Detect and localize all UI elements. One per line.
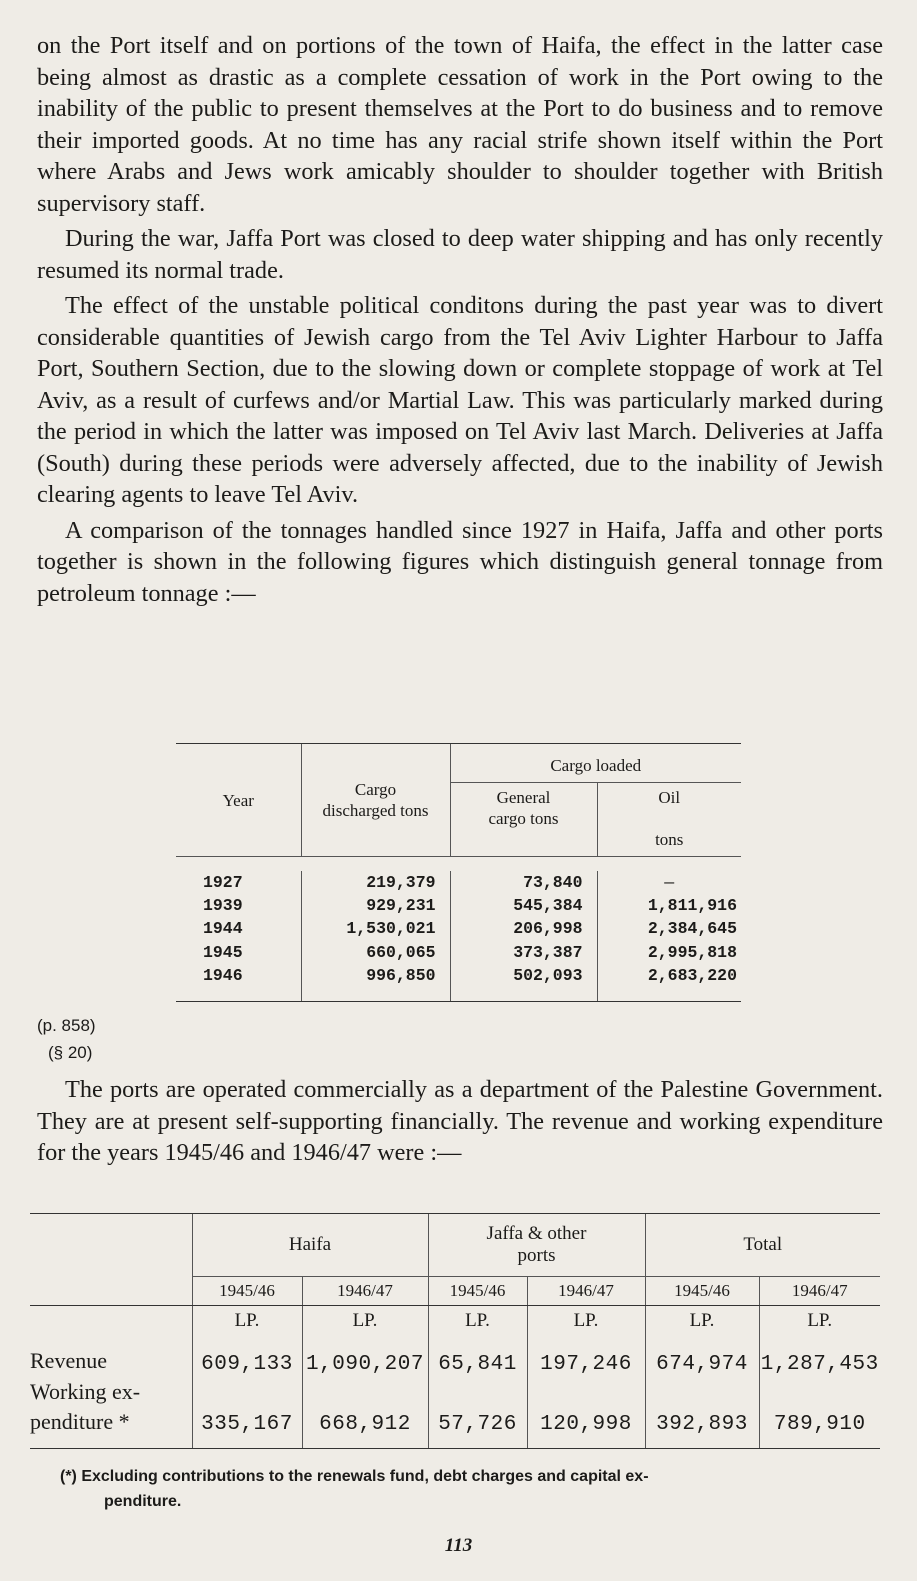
cell-discharged: 660,065 xyxy=(301,941,450,964)
cell-discharged: 1,530,021 xyxy=(301,917,450,940)
cell-discharged: 996,850 xyxy=(301,964,450,987)
text-block-top xyxy=(37,30,883,609)
cell-year: 1939 xyxy=(203,896,243,916)
header-cargo-discharged: Cargo discharged tons xyxy=(301,744,450,857)
cell-general: 545,384 xyxy=(450,894,597,917)
finance-table xyxy=(30,1213,880,1449)
cell-year: 1946 xyxy=(203,965,243,985)
unit-label: LP. xyxy=(645,1305,759,1336)
expenditure-jaffa-1945: 57,726 xyxy=(428,1376,527,1438)
revenue-label: Revenue xyxy=(30,1347,107,1373)
table-row xyxy=(176,941,741,964)
year-total-1946: 1946/47 xyxy=(759,1276,880,1305)
cell-oil: 2,995,818 xyxy=(597,941,741,964)
paragraph-ports-operation: The ports are operated commercially as a department of the Palestine Government. They are at present self-supporting financially. The revenue and working expenditure for the years 1945/46 and 1946/47 were :— xyxy=(37,1076,883,1166)
group-haifa: Haifa xyxy=(192,1214,428,1277)
expenditure-haifa-1946: 668,912 xyxy=(302,1376,428,1438)
cell-oil: 2,384,645 xyxy=(597,917,741,940)
paragraph-political-conditions: The effect of the unstable political conditons during the past year was to divert considerable quantities of Jewish cargo from the Tel Aviv Lighter Harbour to Jaffa Port, Southern Section, due to the slowing down or complete stoppage of work at Tel Aviv, as a result of curfews and/or Martial Law. This was particularly marked during the period in which the latter was imposed on Tel Aviv last March. Deliveries at Jaffa (South) during these periods were adversely affected, due to the inability of Jewish clearing agents to leave Tel Aviv. xyxy=(37,292,883,508)
revenue-jaffa-1946: 197,246 xyxy=(527,1336,645,1376)
cell-year: 1944 xyxy=(203,919,243,939)
cell-oil: 1,811,916 xyxy=(597,894,741,917)
page-number: 113 xyxy=(444,1535,473,1556)
cell-discharged: 219,379 xyxy=(301,871,450,894)
header-general-cargo: General cargo tons xyxy=(450,783,597,857)
year-jaffa-1946: 1946/47 xyxy=(527,1276,645,1305)
expenditure-label xyxy=(30,1376,192,1438)
expenditure-haifa-1945: 335,167 xyxy=(192,1376,302,1438)
revenue-jaffa-1945: 65,841 xyxy=(428,1336,527,1376)
revenue-total-1945: 674,974 xyxy=(645,1336,759,1376)
footnote-line2: penditure. xyxy=(104,1493,182,1510)
table-row xyxy=(176,894,741,917)
expenditure-jaffa-1946: 120,998 xyxy=(527,1376,645,1438)
year-haifa-1946: 1946/47 xyxy=(302,1276,428,1305)
year-haifa-1945: 1945/46 xyxy=(192,1276,302,1305)
text-block-ports xyxy=(37,1074,883,1169)
revenue-haifa-1946: 1,090,207 xyxy=(302,1336,428,1376)
expenditure-total-1946: 789,910 xyxy=(759,1376,880,1438)
table-row xyxy=(176,964,741,987)
year-total-1945: 1945/46 xyxy=(645,1276,759,1305)
header-oil-units: tons xyxy=(655,830,684,849)
unit-label: LP. xyxy=(302,1305,428,1336)
paragraph-haifa-port: on the Port itself and on portions of the town of Haifa, the effect in the latter case being almost as drastic as a complete cessation of work in the Port owing to the inability of the public to present themselves at the Port to do business and to remove their imported goods. At no time has any racial strife shown itself within the Port where Arabs and Jews work amicably shoulder to shoulder together with British supervisory staff. xyxy=(37,32,883,217)
cell-general: 373,387 xyxy=(450,941,597,964)
paragraph-tonnage-comparison: A comparison of the tonnages handled since 1927 in Haifa, Jaffa and other ports together is shown in the following figures which distinguish general tonnage from petroleum tonnage :— xyxy=(37,516,883,607)
cell-year: 1927 xyxy=(203,873,243,892)
group-jaffa-other-ports: Jaffa & other ports xyxy=(428,1214,645,1277)
expenditure-row xyxy=(30,1376,880,1438)
header-oil-label: Oil xyxy=(658,788,681,807)
unit-label: LP. xyxy=(192,1305,302,1336)
expenditure-label-line2: penditure * xyxy=(30,1408,130,1434)
section-reference: (§ 20) xyxy=(48,1043,93,1062)
cell-year: 1945 xyxy=(203,942,243,962)
header-year: Year xyxy=(222,790,254,810)
cell-oil: 2,683,220 xyxy=(597,964,741,987)
group-total: Total xyxy=(645,1214,880,1277)
footnote xyxy=(60,1464,882,1514)
revenue-row xyxy=(30,1336,880,1376)
cell-oil: — xyxy=(597,871,741,894)
revenue-total-1946: 1,287,453 xyxy=(759,1336,880,1376)
cell-general: 502,093 xyxy=(450,964,597,987)
revenue-haifa-1945: 609,133 xyxy=(192,1336,302,1376)
unit-label: LP. xyxy=(759,1305,880,1336)
unit-label: LP. xyxy=(527,1305,645,1336)
header-oil xyxy=(597,783,741,857)
page-reference: (p. 858) xyxy=(37,1016,96,1035)
expenditure-label-line1: Working ex- xyxy=(30,1378,141,1404)
table-row xyxy=(176,871,741,894)
cell-discharged: 929,231 xyxy=(301,894,450,917)
tonnage-table xyxy=(176,743,741,1002)
year-jaffa-1945: 1945/46 xyxy=(428,1276,527,1305)
table-row xyxy=(176,917,741,940)
cell-general: 206,998 xyxy=(450,917,597,940)
footnote-line1: (*) Excluding contributions to the renewals fund, debt charges and capital ex- xyxy=(60,1468,649,1485)
paragraph-jaffa-war: During the war, Jaffa Port was closed to deep water shipping and has only recently resumed its normal trade. xyxy=(37,225,883,284)
unit-label: LP. xyxy=(428,1305,527,1336)
cell-general: 73,840 xyxy=(450,871,597,894)
expenditure-total-1945: 392,893 xyxy=(645,1376,759,1438)
header-cargo-loaded: Cargo loaded xyxy=(450,744,741,783)
